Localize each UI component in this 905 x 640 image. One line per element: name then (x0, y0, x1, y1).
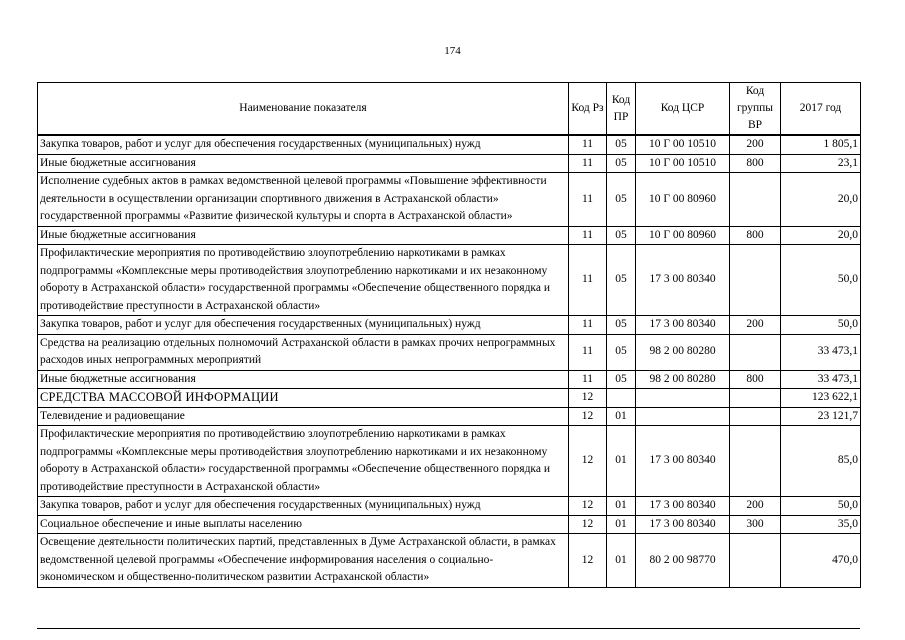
cell-name: Закупка товаров, работ и услуг для обеспечения государственных (муниципальных) нужд (38, 135, 569, 154)
cell-pr: 01 (607, 497, 636, 516)
table-row (38, 334, 861, 370)
cell-name: Исполнение судебных актов в рамках ведомственной целевой программы «Повышение эффективности деятельности в осуществлении организации спортивного движения в Астраханской области» государственной программы «Развитие физической культуры и спорта в Астраханской области» (38, 173, 569, 227)
cell-name: Профилактические мероприятия по противодействию злоупотреблению наркотиками в рамках подпрограммы «Комплексные меры противодействия злоупотреблению наркотиками и их незаконному обороту в Астраханской области» государственной программы «Обеспечение общественного порядка и противодействие преступности в Астраханской области» (38, 245, 569, 316)
cell-amount: 85,0 (781, 426, 861, 497)
header-name: Наименование показателя (38, 83, 569, 136)
table-row (38, 226, 861, 245)
cell-rz: 11 (569, 173, 607, 227)
table-row (38, 407, 861, 426)
header-pr: Код ПР (607, 83, 636, 136)
cell-vr (730, 173, 781, 227)
cell-name: СРЕДСТВА МАССОВОЙ ИНФОРМАЦИИ (38, 389, 569, 408)
cell-rz: 11 (569, 226, 607, 245)
cell-name: Профилактические мероприятия по противодействию злоупотреблению наркотиками в рамках подпрограммы «Комплексные меры противодействия злоупотреблению наркотиками и их незаконному обороту в Астраханской области» государственной программы «Обеспечение общественного порядка и противодействие преступности в Астраханской области» (38, 426, 569, 497)
cell-pr: 05 (607, 245, 636, 316)
cell-vr: 200 (730, 497, 781, 516)
cell-pr: 01 (607, 426, 636, 497)
cell-csr: 17 3 00 80340 (636, 426, 730, 497)
cell-pr: 01 (607, 515, 636, 534)
cell-name: Иные бюджетные ассигнования (38, 226, 569, 245)
cell-amount: 20,0 (781, 173, 861, 227)
cell-amount: 470,0 (781, 534, 861, 588)
cell-vr (730, 389, 781, 408)
cell-csr: 10 Г 00 80960 (636, 226, 730, 245)
cell-rz: 11 (569, 154, 607, 173)
cell-rz: 11 (569, 334, 607, 370)
cell-rz: 11 (569, 135, 607, 154)
table-row (38, 370, 861, 389)
cell-amount: 33 473,1 (781, 370, 861, 389)
table-row (38, 245, 861, 316)
cell-rz: 11 (569, 316, 607, 335)
cell-amount: 123 622,1 (781, 389, 861, 408)
cell-vr: 300 (730, 515, 781, 534)
cell-rz: 12 (569, 515, 607, 534)
table-row-section (38, 389, 861, 408)
cell-vr (730, 334, 781, 370)
cell-pr: 05 (607, 173, 636, 227)
table-body (38, 135, 861, 587)
cell-rz: 12 (569, 497, 607, 516)
budget-table (37, 82, 861, 588)
cell-csr: 80 2 00 98770 (636, 534, 730, 588)
cell-vr (730, 426, 781, 497)
table-row (38, 515, 861, 534)
cell-pr (607, 389, 636, 408)
cell-pr: 05 (607, 334, 636, 370)
cell-name: Закупка товаров, работ и услуг для обеспечения государственных (муниципальных) нужд (38, 316, 569, 335)
cell-name: Освещение деятельности политических партий, представленных в Думе Астраханской области, в рамках ведомственной целевой программы «Обеспечение информирования населения о социально-экономическом и общественно-политическом развитии Астраханской области» (38, 534, 569, 588)
cell-csr (636, 407, 730, 426)
cell-vr (730, 534, 781, 588)
cell-vr: 800 (730, 154, 781, 173)
cell-csr: 98 2 00 80280 (636, 370, 730, 389)
cell-csr: 17 3 00 80340 (636, 316, 730, 335)
cell-pr: 05 (607, 370, 636, 389)
header-rz: Код Рз (569, 83, 607, 136)
cell-pr: 05 (607, 226, 636, 245)
header-year: 2017 год (781, 83, 861, 136)
page-bottom-rule (37, 628, 860, 629)
cell-rz: 11 (569, 370, 607, 389)
cell-vr: 200 (730, 316, 781, 335)
cell-pr: 05 (607, 135, 636, 154)
table-row (38, 497, 861, 516)
cell-vr (730, 245, 781, 316)
cell-rz: 12 (569, 407, 607, 426)
cell-name: Социальное обеспечение и иные выплаты населению (38, 515, 569, 534)
header-csr: Код ЦСР (636, 83, 730, 136)
table-header-row (38, 83, 861, 136)
cell-csr (636, 389, 730, 408)
cell-name: Иные бюджетные ассигнования (38, 370, 569, 389)
table-row (38, 534, 861, 588)
cell-csr: 17 3 00 80340 (636, 497, 730, 516)
cell-pr: 05 (607, 154, 636, 173)
cell-name: Иные бюджетные ассигнования (38, 154, 569, 173)
cell-vr: 200 (730, 135, 781, 154)
cell-csr: 10 Г 00 80960 (636, 173, 730, 227)
cell-name: Средства на реализацию отдельных полномочий Астраханской области в рамках прочих непрограммных расходов иных непрограммных мероприятий (38, 334, 569, 370)
cell-csr: 17 3 00 80340 (636, 245, 730, 316)
cell-amount: 50,0 (781, 245, 861, 316)
table-row (38, 135, 861, 154)
cell-amount: 23,1 (781, 154, 861, 173)
cell-amount: 23 121,7 (781, 407, 861, 426)
header-vr: Код группы ВР (730, 83, 781, 136)
cell-name: Телевидение и радиовещание (38, 407, 569, 426)
cell-rz: 12 (569, 426, 607, 497)
cell-amount: 50,0 (781, 497, 861, 516)
cell-csr: 10 Г 00 10510 (636, 154, 730, 173)
cell-rz: 11 (569, 245, 607, 316)
cell-amount: 1 805,1 (781, 135, 861, 154)
cell-amount: 33 473,1 (781, 334, 861, 370)
cell-vr (730, 407, 781, 426)
table-row (38, 154, 861, 173)
cell-pr: 01 (607, 534, 636, 588)
cell-rz: 12 (569, 534, 607, 588)
cell-amount: 50,0 (781, 316, 861, 335)
cell-rz: 12 (569, 389, 607, 408)
cell-csr: 98 2 00 80280 (636, 334, 730, 370)
cell-pr: 05 (607, 316, 636, 335)
cell-amount: 35,0 (781, 515, 861, 534)
cell-csr: 10 Г 00 10510 (636, 135, 730, 154)
page-number: 174 (444, 45, 461, 57)
cell-amount: 20,0 (781, 226, 861, 245)
cell-csr: 17 3 00 80340 (636, 515, 730, 534)
cell-vr: 800 (730, 370, 781, 389)
table-row (38, 173, 861, 227)
table-row (38, 426, 861, 497)
table-row (38, 316, 861, 335)
cell-vr: 800 (730, 226, 781, 245)
cell-name: Закупка товаров, работ и услуг для обеспечения государственных (муниципальных) нужд (38, 497, 569, 516)
cell-pr: 01 (607, 407, 636, 426)
